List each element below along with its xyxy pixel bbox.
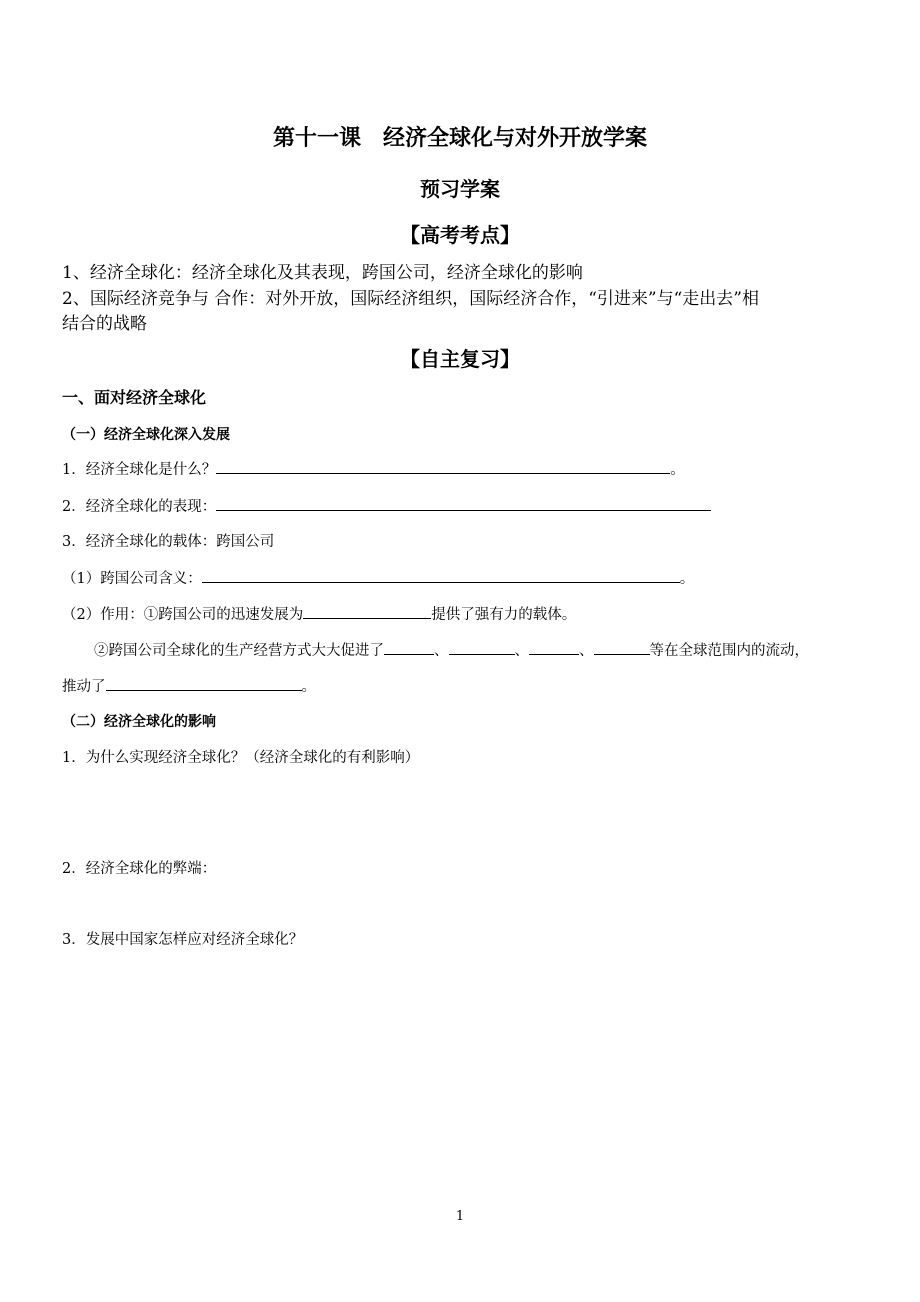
answer-blank-1[interactable] bbox=[216, 459, 670, 474]
question-3-1 bbox=[62, 567, 694, 588]
answer-blank-3-1[interactable] bbox=[202, 568, 680, 583]
subsection-1-title: （一）经济全球化深入发展 bbox=[62, 427, 230, 443]
question-4: 1．为什么实现经济全球化？（经济全球化的有利影响） bbox=[62, 750, 420, 766]
question-2-label: 2．经济全球化的表现： bbox=[62, 499, 217, 515]
section-subtitle: 预习学案 bbox=[420, 177, 500, 201]
page-number: 1 bbox=[455, 1209, 465, 1224]
separator: 、 bbox=[579, 643, 594, 659]
exam-point-2-cont: 结合的战略 bbox=[62, 314, 147, 334]
question-3-2-label: （2）作用：①跨国公司的迅速发展为 bbox=[62, 607, 304, 623]
question-3-2b bbox=[94, 639, 809, 660]
question-3-2-after: 提供了强有力的载体。 bbox=[431, 607, 577, 623]
section-1-title: 一、面对经济全球化 bbox=[62, 388, 207, 407]
question-1-end: 。 bbox=[670, 462, 685, 478]
question-3: 3．经济全球化的载体：跨国公司 bbox=[62, 534, 275, 550]
question-3-2c-start: 推动了 bbox=[62, 679, 106, 695]
question-5: 2．经济全球化的弊端： bbox=[62, 861, 217, 877]
question-3-2c bbox=[62, 675, 316, 696]
question-3-1-label: （1）跨国公司含义： bbox=[62, 571, 202, 587]
answer-blank-3-2b-4[interactable] bbox=[594, 640, 650, 655]
answer-blank-3-2[interactable] bbox=[303, 604, 431, 619]
answer-blank-2[interactable] bbox=[216, 496, 711, 511]
question-2 bbox=[62, 495, 711, 516]
exam-points-heading: 【高考考点】 bbox=[400, 223, 520, 247]
self-review-heading: 【自主复习】 bbox=[400, 347, 520, 371]
answer-blank-3-2c[interactable] bbox=[106, 676, 302, 691]
question-1-label: 1．经济全球化是什么？ bbox=[62, 462, 217, 478]
question-1 bbox=[62, 458, 685, 479]
question-3-2 bbox=[62, 603, 576, 624]
question-3-2b-end: 等在全球范围内的流动， bbox=[649, 643, 809, 659]
answer-blank-3-2b-3[interactable] bbox=[529, 640, 579, 655]
question-3-1-end: 。 bbox=[679, 571, 695, 587]
question-6: 3．发展中国家怎样应对经济全球化？ bbox=[62, 932, 304, 948]
exam-point-1: 1、经济全球化：经济全球化及其表现，跨国公司，经济全球化的影响 bbox=[62, 263, 583, 283]
document-title: 第十一课 经济全球化与对外开放学案 bbox=[272, 126, 647, 151]
separator: 、 bbox=[514, 643, 529, 659]
exam-point-2: 2、国际经济竞争与 合作：对外开放，国际经济组织，国际经济合作，“引进来”与“走出去”相 bbox=[62, 289, 759, 309]
question-3-2c-end: 。 bbox=[301, 679, 316, 695]
question-3-2b-start: ②跨国公司全球化的生产经营方式大大促进了 bbox=[94, 643, 384, 659]
separator: 、 bbox=[434, 643, 449, 659]
answer-blank-3-2b-1[interactable] bbox=[384, 640, 434, 655]
subsection-2-title: （二）经济全球化的影响 bbox=[62, 714, 216, 730]
answer-blank-3-2b-2[interactable] bbox=[449, 640, 515, 655]
